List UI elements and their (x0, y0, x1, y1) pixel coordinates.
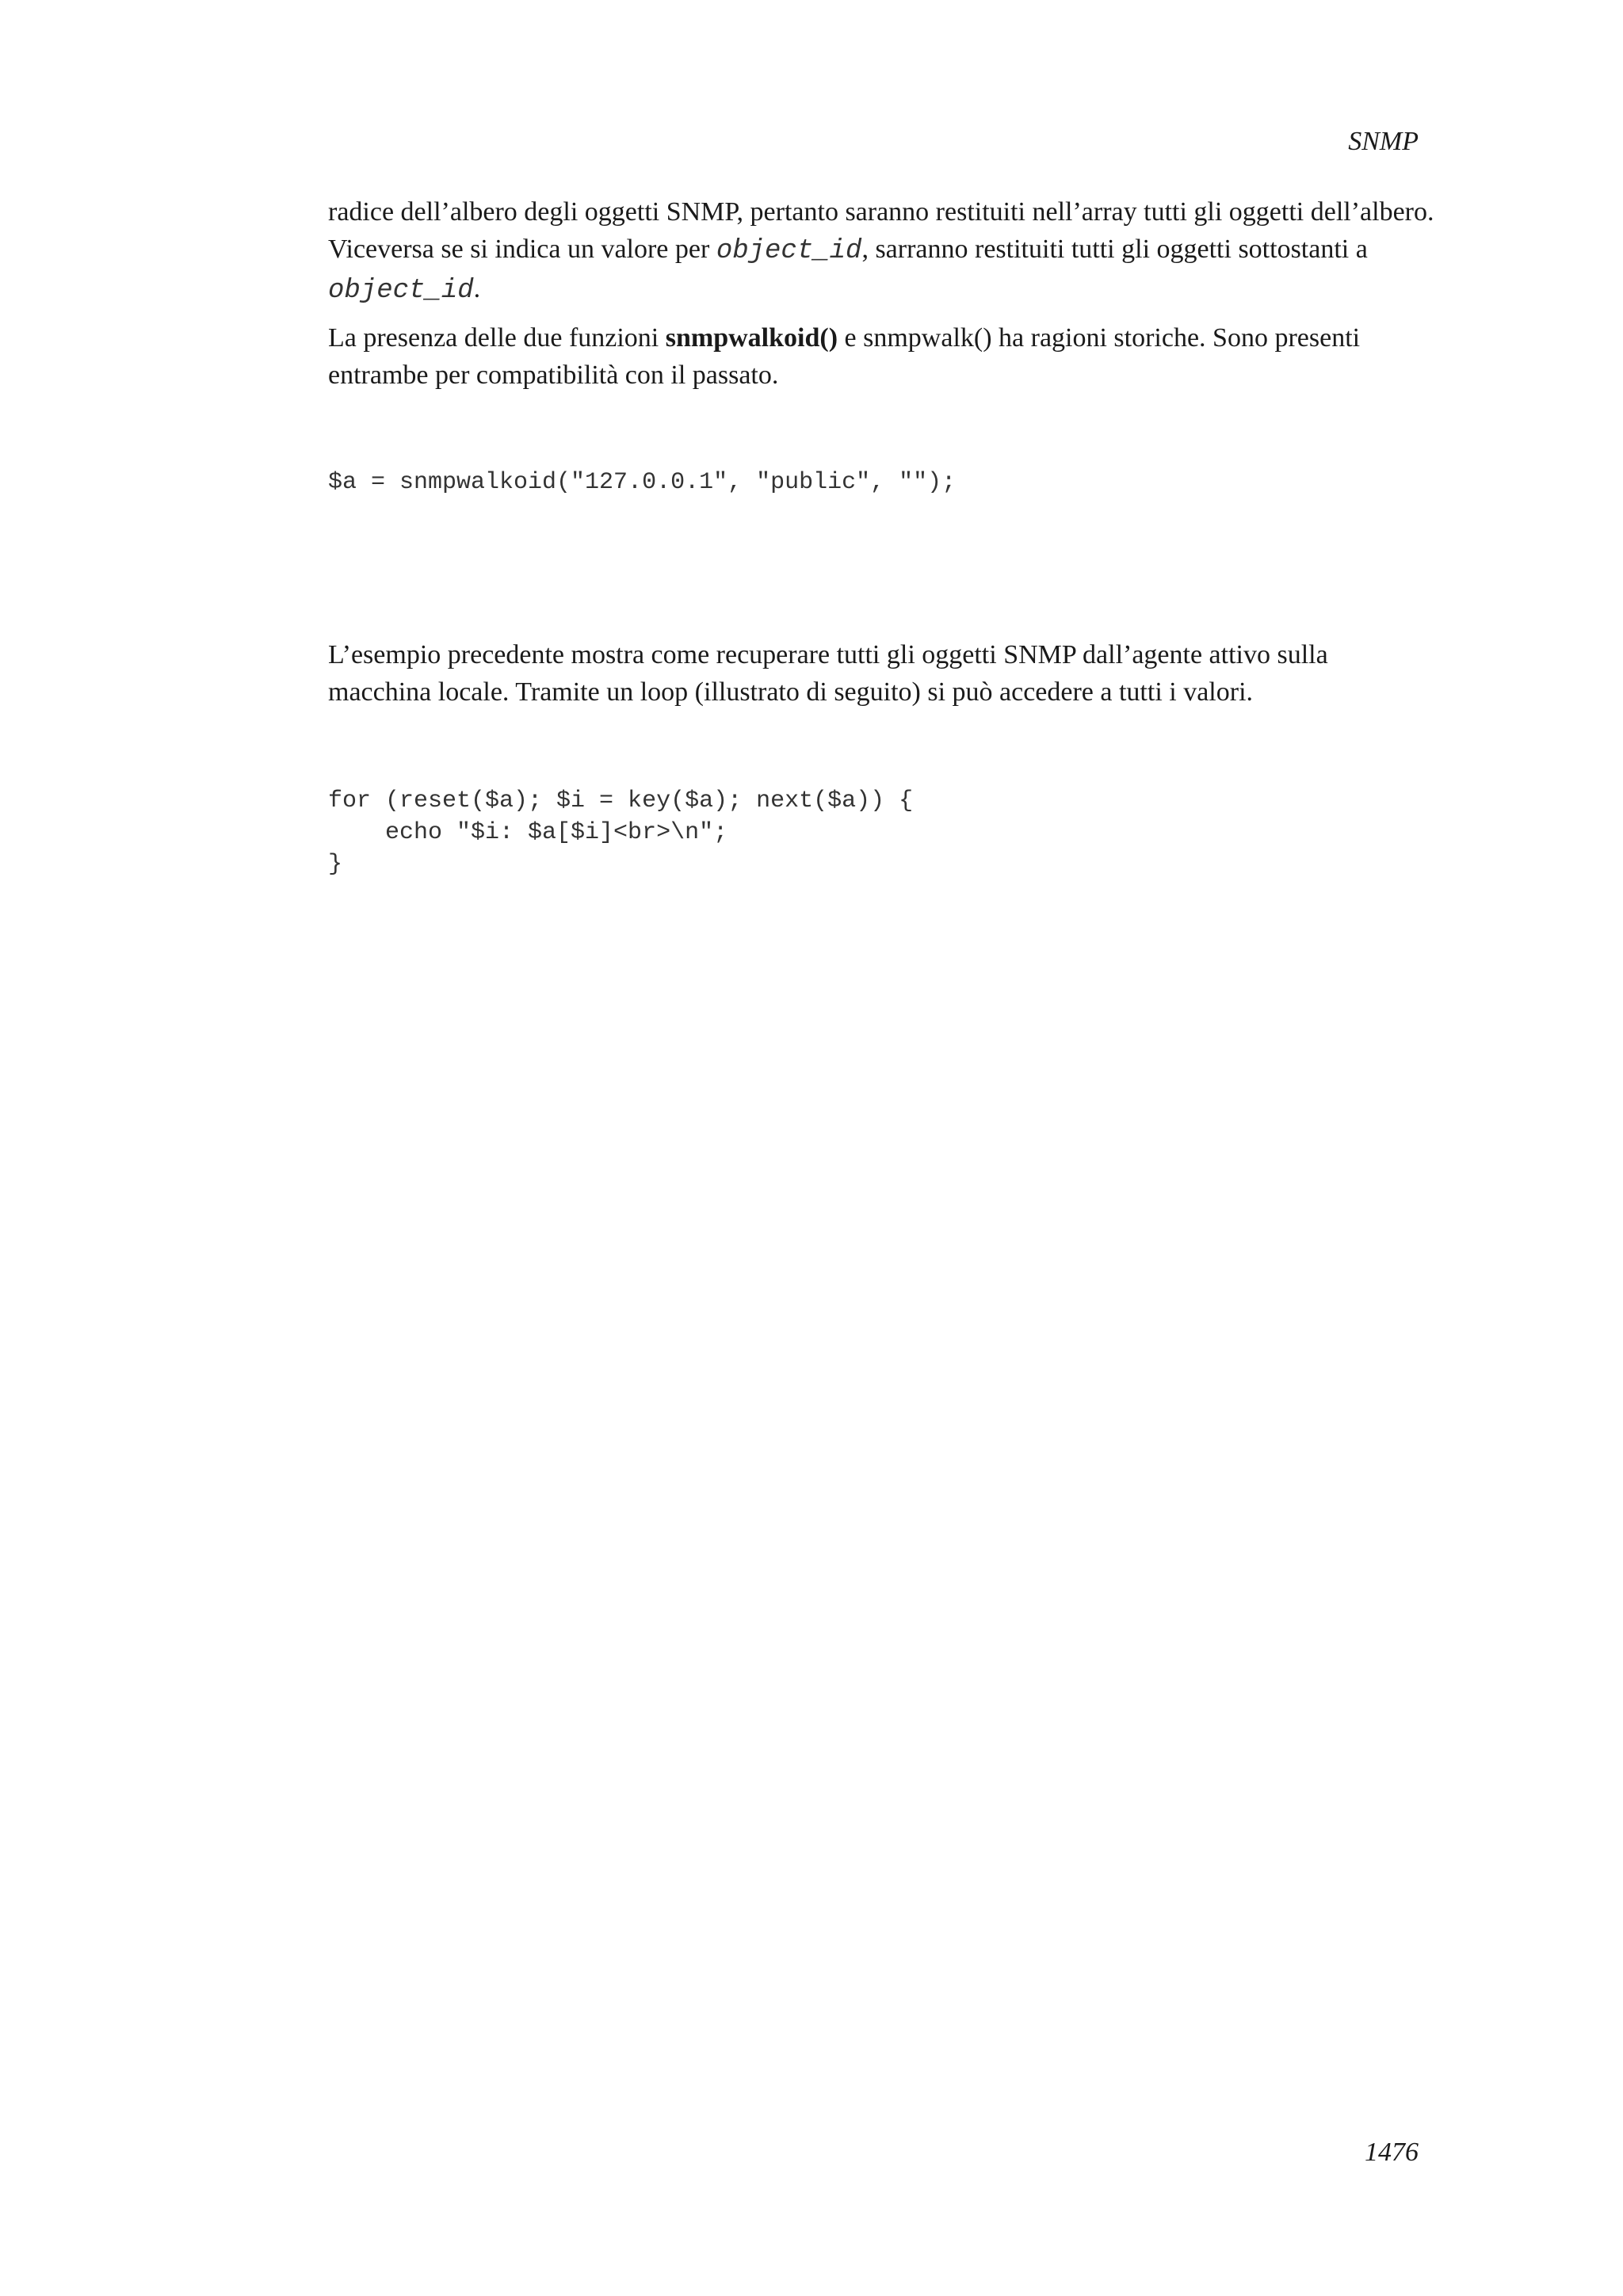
paragraph2-text-a: La presenza delle due funzioni (328, 323, 666, 353)
paragraph1-text-b: , sarranno restituiti tutti gli oggetti sottostanti a (861, 235, 1368, 264)
code-example-snmpwalkoid: $a = snmpwalkoid("127.0.0.1", "public", ""); (328, 469, 957, 496)
paragraph-functions (328, 319, 1438, 394)
page-number: 1476 (1365, 2138, 1419, 2167)
function-name-bold: snmpwalkoid() (665, 323, 838, 353)
inline-code-object-id-2: object_id (328, 276, 474, 306)
paragraph-object-id (328, 193, 1438, 310)
paragraph2-text-b: e snmpwalk() ha ragioni storiche. Sono presenti entrambe per compatibilità con il passato. (328, 323, 1361, 390)
running-header: SNMP (1348, 127, 1419, 156)
paragraph-example-explanation: L’esempio precedente mostra come recuperare tutti gli oggetti SNMP dall’agente attivo sulla macchina locale. Tramite un loop (illustrato di seguito) si può accedere a tutti i valori. (328, 640, 1328, 707)
paragraph1-text-c: . (473, 274, 481, 303)
paragraph1-text-a: radice dell’albero degli oggetti SNMP, pertanto saranno restituiti nell’array tutti gli oggetti dell’albero. Viceversa se si indica un valore per (328, 197, 1434, 264)
code-example-loop: for (reset($a); $i = key($a); next($a)) { echo "$i: $a[$i]<br>\n"; } (328, 788, 914, 878)
page-content (328, 193, 1438, 880)
inline-code-object-id: object_id (716, 236, 862, 266)
